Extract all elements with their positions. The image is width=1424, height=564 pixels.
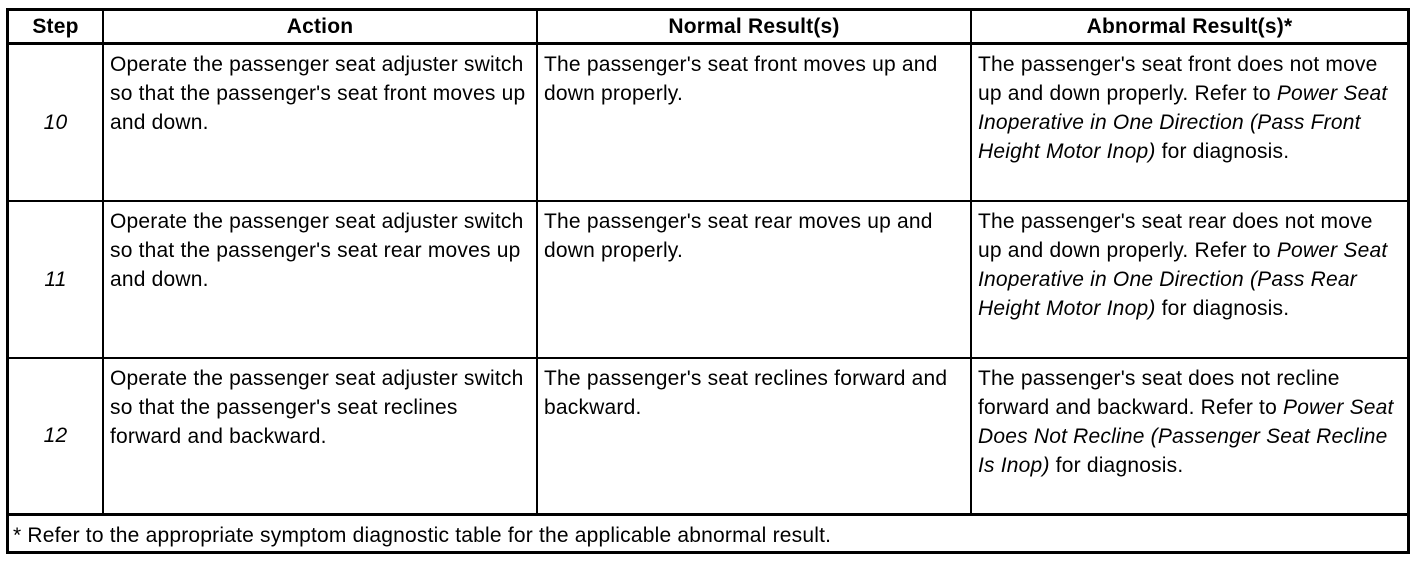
normal-result-cell: The passenger's seat reclines forward and backward. xyxy=(537,358,971,515)
reference-link[interactable]: Power Seat Inoperative in One Direction (Pass Front Height Motor Inop) xyxy=(978,82,1388,163)
footnote: * Refer to the appropriate symptom diagnostic table for the applicable abnormal result. xyxy=(9,515,1407,555)
header-normal-results: Normal Result(s) xyxy=(537,11,971,44)
header-row xyxy=(9,11,1407,44)
footnote-row xyxy=(9,515,1407,555)
header-action: Action xyxy=(103,11,537,44)
abnormal-result-text: The passenger's seat front does not move up and down properly. Refer to xyxy=(978,53,1378,105)
abnormal-result-suffix: for diagnosis. xyxy=(1155,140,1290,163)
abnormal-result-text: The passenger's seat does not recline forward and backward. Refer to xyxy=(978,366,1340,419)
abnormal-result-suffix: for diagnosis. xyxy=(1049,453,1184,477)
table-row xyxy=(9,201,1407,358)
header-abnormal-results: Abnormal Result(s)* xyxy=(971,11,1407,44)
step-number: 11 xyxy=(9,201,103,358)
action-cell: Operate the passenger seat adjuster switch so that the passenger's seat rear moves up and down. xyxy=(103,201,537,358)
action-cell: Operate the passenger seat adjuster switch so that the passenger's seat reclines forward and backward. xyxy=(103,358,537,515)
action-cell: Operate the passenger seat adjuster switch so that the passenger's seat front moves up and down. xyxy=(103,44,537,201)
abnormal-result-text: The passenger's seat rear does not move up and down properly. Refer to xyxy=(978,209,1373,262)
step-number: 10 xyxy=(9,44,103,201)
abnormal-result-cell xyxy=(971,201,1407,358)
header-step: Step xyxy=(9,11,103,44)
table-row xyxy=(9,44,1407,201)
abnormal-result-cell xyxy=(971,44,1407,201)
normal-result-cell: The passenger's seat front moves up and down properly. xyxy=(537,44,971,201)
abnormal-result-cell xyxy=(971,358,1407,515)
abnormal-result-suffix: for diagnosis. xyxy=(1155,296,1290,320)
step-number: 12 xyxy=(9,358,103,515)
reference-link[interactable]: Power Seat Inoperative in One Direction (Pass Rear Height Motor Inop) xyxy=(978,238,1388,320)
normal-result-cell: The passenger's seat rear moves up and down properly. xyxy=(537,201,971,358)
diagnostic-table-frame xyxy=(6,8,1410,554)
diagnostic-table xyxy=(9,11,1407,554)
reference-link[interactable]: Power Seat Does Not Recline (Passenger Seat Recline Is Inop) xyxy=(978,395,1394,477)
table-row xyxy=(9,358,1407,515)
